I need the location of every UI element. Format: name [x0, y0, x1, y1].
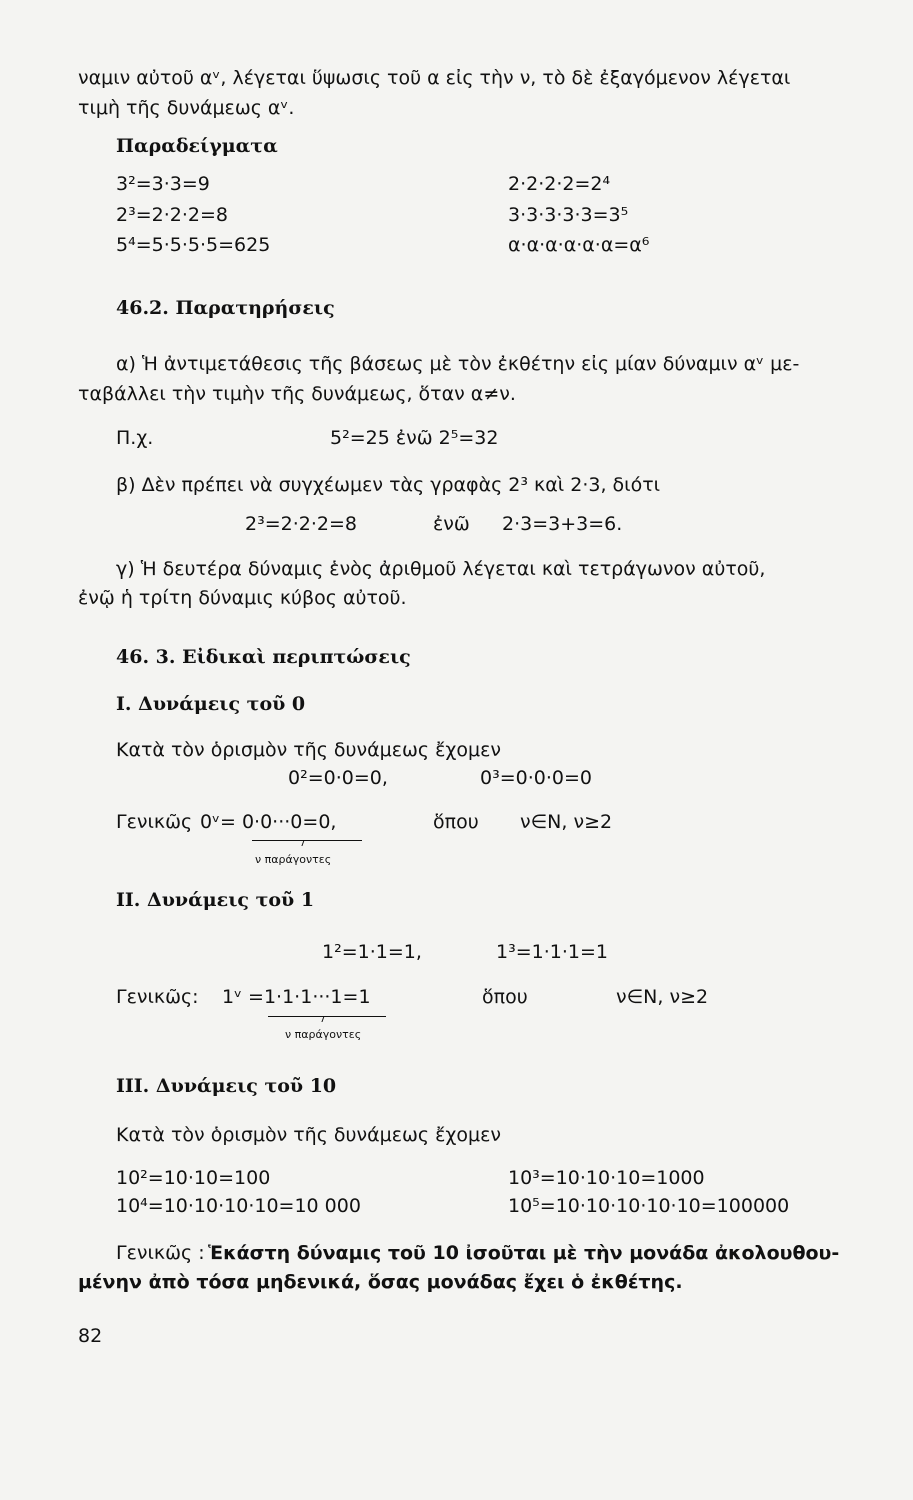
powers-of-0-where: ὅπου: [433, 811, 479, 833]
powers-of-1-where: ὅπου: [482, 986, 528, 1008]
powers-of-1-heading: II. Δυνάμεις τοῦ 1: [116, 889, 315, 911]
powers-of-1-general-label: Γενικῶς:: [116, 986, 199, 1008]
powers-of-10-heading: III. Δυνάμεις τοῦ 10: [116, 1075, 337, 1097]
powers-of-10-general-label: Γενικῶς :: [116, 1242, 205, 1264]
powers-of-10-intro: Κατὰ τὸν ὁρισμὸν τῆς δυνάμεως ἔχομεν: [116, 1124, 501, 1146]
page-number: 82: [78, 1325, 103, 1347]
powers-of-0-general-eq: 0ᵛ= 0·0···0=0,: [200, 811, 337, 833]
powers-of-10-rule-line1: Ἑκάστη δύναμις τοῦ 10 ἰσοῦται μὲ τὴν μονάδα ἀκολουθου-: [208, 1242, 840, 1264]
powers-of-1-eq2: 1³=1·1·1=1: [496, 941, 608, 963]
powers-of-1-eq1: 1²=1·1=1,: [322, 941, 422, 963]
example-right-3: α·α·α·α·α·α=α⁶: [508, 234, 650, 256]
powers-of-0-intro: Κατὰ τὸν ὁρισμὸν τῆς δυνάμεως ἔχομεν: [116, 739, 501, 761]
powers-of-10-left-1: 10²=10·10=100: [116, 1167, 271, 1189]
powers-of-10-right-1: 10³=10·10·10=1000: [508, 1167, 705, 1189]
remark-b-eq1: 2³=2·2·2=8: [245, 513, 357, 535]
section-46-3-heading: 46. 3. Εἰδικαὶ περιπτώσεις: [116, 646, 411, 668]
powers-of-0-eq2: 0³=0·0·0=0: [480, 767, 592, 789]
example-label: Π.χ.: [116, 427, 154, 449]
powers-of-1-factors-label: ν παράγοντες: [285, 1028, 362, 1041]
example-left-2: 2³=2·2·2=8: [116, 204, 228, 226]
powers-of-0-heading: I. Δυνάμεις τοῦ 0: [116, 693, 306, 715]
remark-b-while: ἐνῶ: [433, 513, 470, 535]
remark-a-line2: ταβάλλει τὴν τιμὴν τῆς δυνάμεως, ὅταν α≠ν.: [78, 383, 516, 405]
example-right-1: 2·2·2·2=2⁴: [508, 173, 611, 195]
example-left-1: 3²=3·3=9: [116, 173, 210, 195]
factors-brace: [268, 1008, 386, 1017]
remark-b-line1: β) Δὲν πρέπει νὰ συγχέωμεν τὰς γραφὰς 2³ καὶ 2·3, διότι: [116, 474, 661, 496]
powers-of-1-condition: ν∈N, ν≥2: [616, 986, 709, 1008]
powers-of-1-general-eq: 1ᵛ =1·1·1···1=1: [222, 986, 371, 1008]
example-left-3: 5⁴=5·5·5·5=625: [116, 234, 271, 256]
remark-c-line2: ἐνῷ ἡ τρίτη δύναμις κύβος αὐτοῦ.: [78, 587, 407, 609]
powers-of-0-condition: ν∈N, ν≥2: [520, 811, 613, 833]
remark-c-line1: γ) Ἡ δευτέρα δύναμις ἑνὸς ἀριθμοῦ λέγεται καὶ τετράγωνον αὐτοῦ,: [116, 558, 766, 580]
powers-of-10-rule-line2: μένην ἀπὸ τόσα μηδενικά, ὅσας μονάδας ἔχει ὁ ἐκθέτης.: [78, 1271, 683, 1293]
powers-of-10-right-2: 10⁵=10·10·10·10·10=100000: [508, 1195, 790, 1217]
factors-brace: [252, 832, 362, 841]
powers-of-0-eq1: 0²=0·0=0,: [288, 767, 388, 789]
powers-of-0-factors-label: ν παράγοντες: [255, 853, 332, 866]
remark-b-eq2: 2·3=3+3=6.: [502, 513, 623, 535]
example-right-2: 3·3·3·3·3=3⁵: [508, 204, 629, 226]
text-line: ναμιν αὐτοῦ αᵛ, λέγεται ὕψωσις τοῦ α εἰς τὴν ν, τὸ δὲ ἐξαγόμενον λέγεται: [78, 67, 791, 89]
powers-of-0-general-label: Γενικῶς: [116, 811, 193, 833]
section-46-2-heading: 46.2. Παρατηρήσεις: [116, 297, 335, 319]
text-line: τιμὴ τῆς δυνάμεως αᵛ.: [78, 97, 295, 119]
remark-a-line1: α) Ἡ ἀντιμετάθεσις τῆς βάσεως μὲ τὸν ἐκθέτην εἰς μίαν δύναμιν αᵛ με-: [116, 353, 800, 375]
example-equation: 5²=25 ἐνῶ 2⁵=32: [330, 427, 499, 449]
powers-of-10-left-2: 10⁴=10·10·10·10=10 000: [116, 1195, 361, 1217]
examples-heading: Παραδείγματα: [116, 135, 278, 157]
